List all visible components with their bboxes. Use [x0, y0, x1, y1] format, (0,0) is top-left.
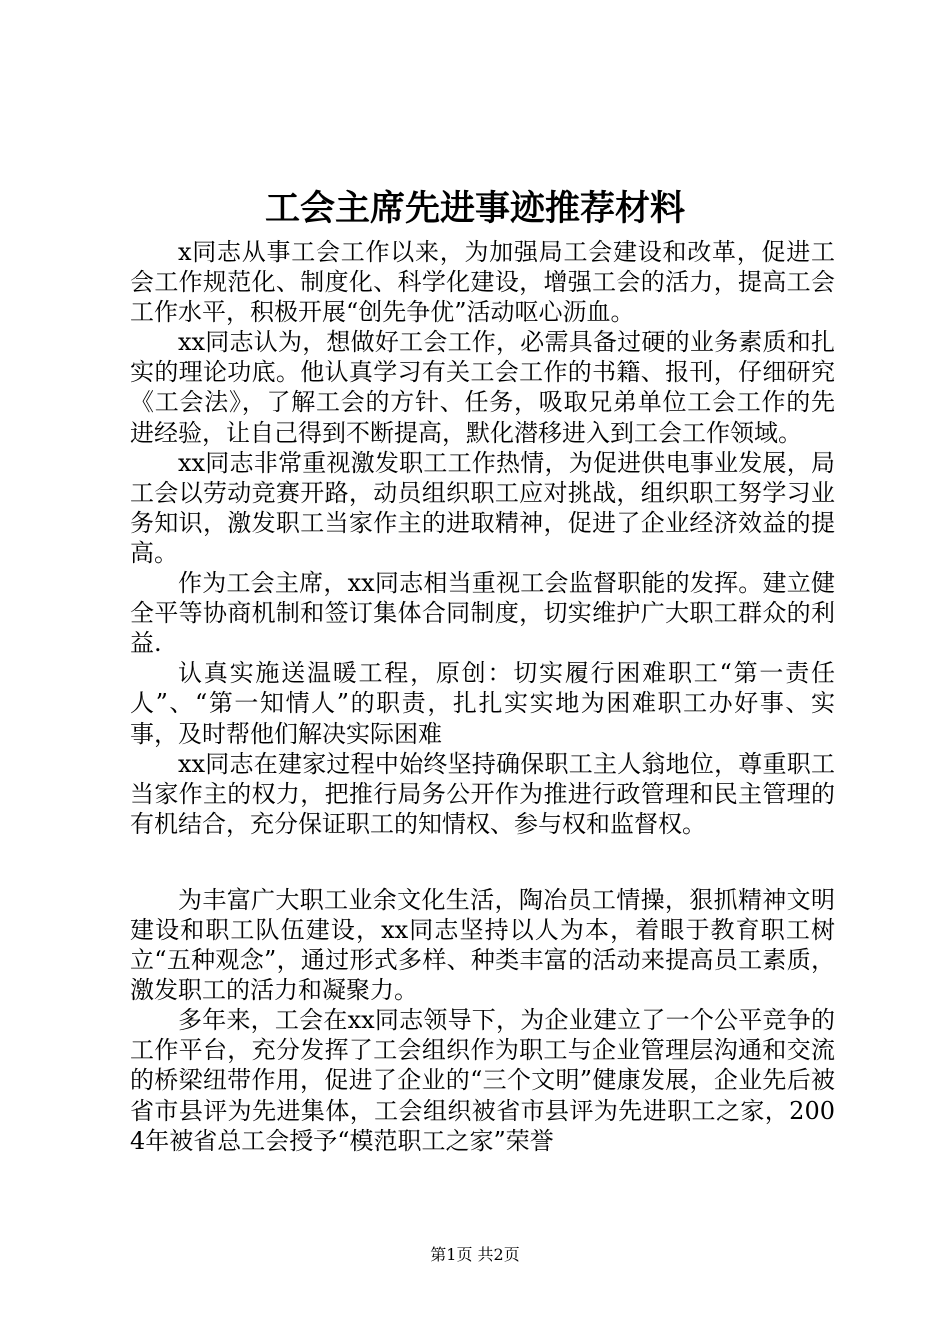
paragraph-6: xx同志在建家过程中始终坚持确保职工主人翁地位，尊重职工当家作主的权力，把推行局务公开作为推进行政管理和民主管理的有机结合，充分保证职工的知情权、参与权和监督权。: [130, 749, 835, 838]
paragraph-7: 为丰富广大职工业余文化生活，陶冶员工情操，狠抓精神文明建设和职工队伍建设，xx同志坚持以人为本，着眼于教育职工树立“五种观念”，通过形式多样、种类丰富的活动来提高员工素质，激发职工的活力和凝聚力。: [130, 885, 835, 1005]
document-title: 工会主席先进事迹推荐材料: [264, 188, 685, 229]
paragraph-gap: [130, 839, 835, 885]
paragraph-2: xx同志认为，想做好工会工作，必需具备过硬的业务素质和扎实的理论功底。他认真学习有关工会工作的书籍、报刊，仔细研究《工会法》，了解工会的方针、任务，吸取兄弟单位工会工作的先进经验，让自己得到不断提高，默化潜移进入到工会工作领域。: [130, 328, 835, 447]
paragraph-8: 多年来，工会在xx同志领导下，为企业建立了一个公平竞争的工作平台，充分发挥了工会组织作为职工与企业管理层沟通和交流的桥梁纽带作用，促进了企业的“三个文明”健康发展，企业先后被省市县评为先进集体，工会组织被省市县评为先进职工之家，2004年被省总工会授予“模范职工之家”荣誉: [130, 1006, 835, 1155]
document-body: [130, 237, 835, 1156]
paragraph-3: xx同志非常重视激发职工工作热情，为促进供电事业发展，局工会以劳动竞赛开路，动员组织职工应对挑战，组织职工努学习业务知识，激发职工当家作主的进取精神，促进了企业经济效益的提高。: [130, 448, 835, 567]
page-number-footer: 第1页 共2页: [430, 1245, 520, 1264]
paragraph-5: 认真实施送温暖工程，原创：切实履行困难职工“第一责任人”、“第一知情人”的职责，扎扎实实地为困难职工办好事、实事，及时帮他们解决实际困难: [130, 659, 835, 748]
paragraph-1: x同志从事工会工作以来，为加强局工会建设和改革，促进工会工作规范化、制度化、科学化建设，增强工会的活力，提高工会工作水平，积极开展“创先争优”活动呕心沥血。: [130, 238, 835, 327]
paragraph-4: 作为工会主席，xx同志相当重视工会监督职能的发挥。建立健全平等协商机制和签订集体合同制度，切实维护广大职工群众的利益.: [130, 569, 835, 658]
